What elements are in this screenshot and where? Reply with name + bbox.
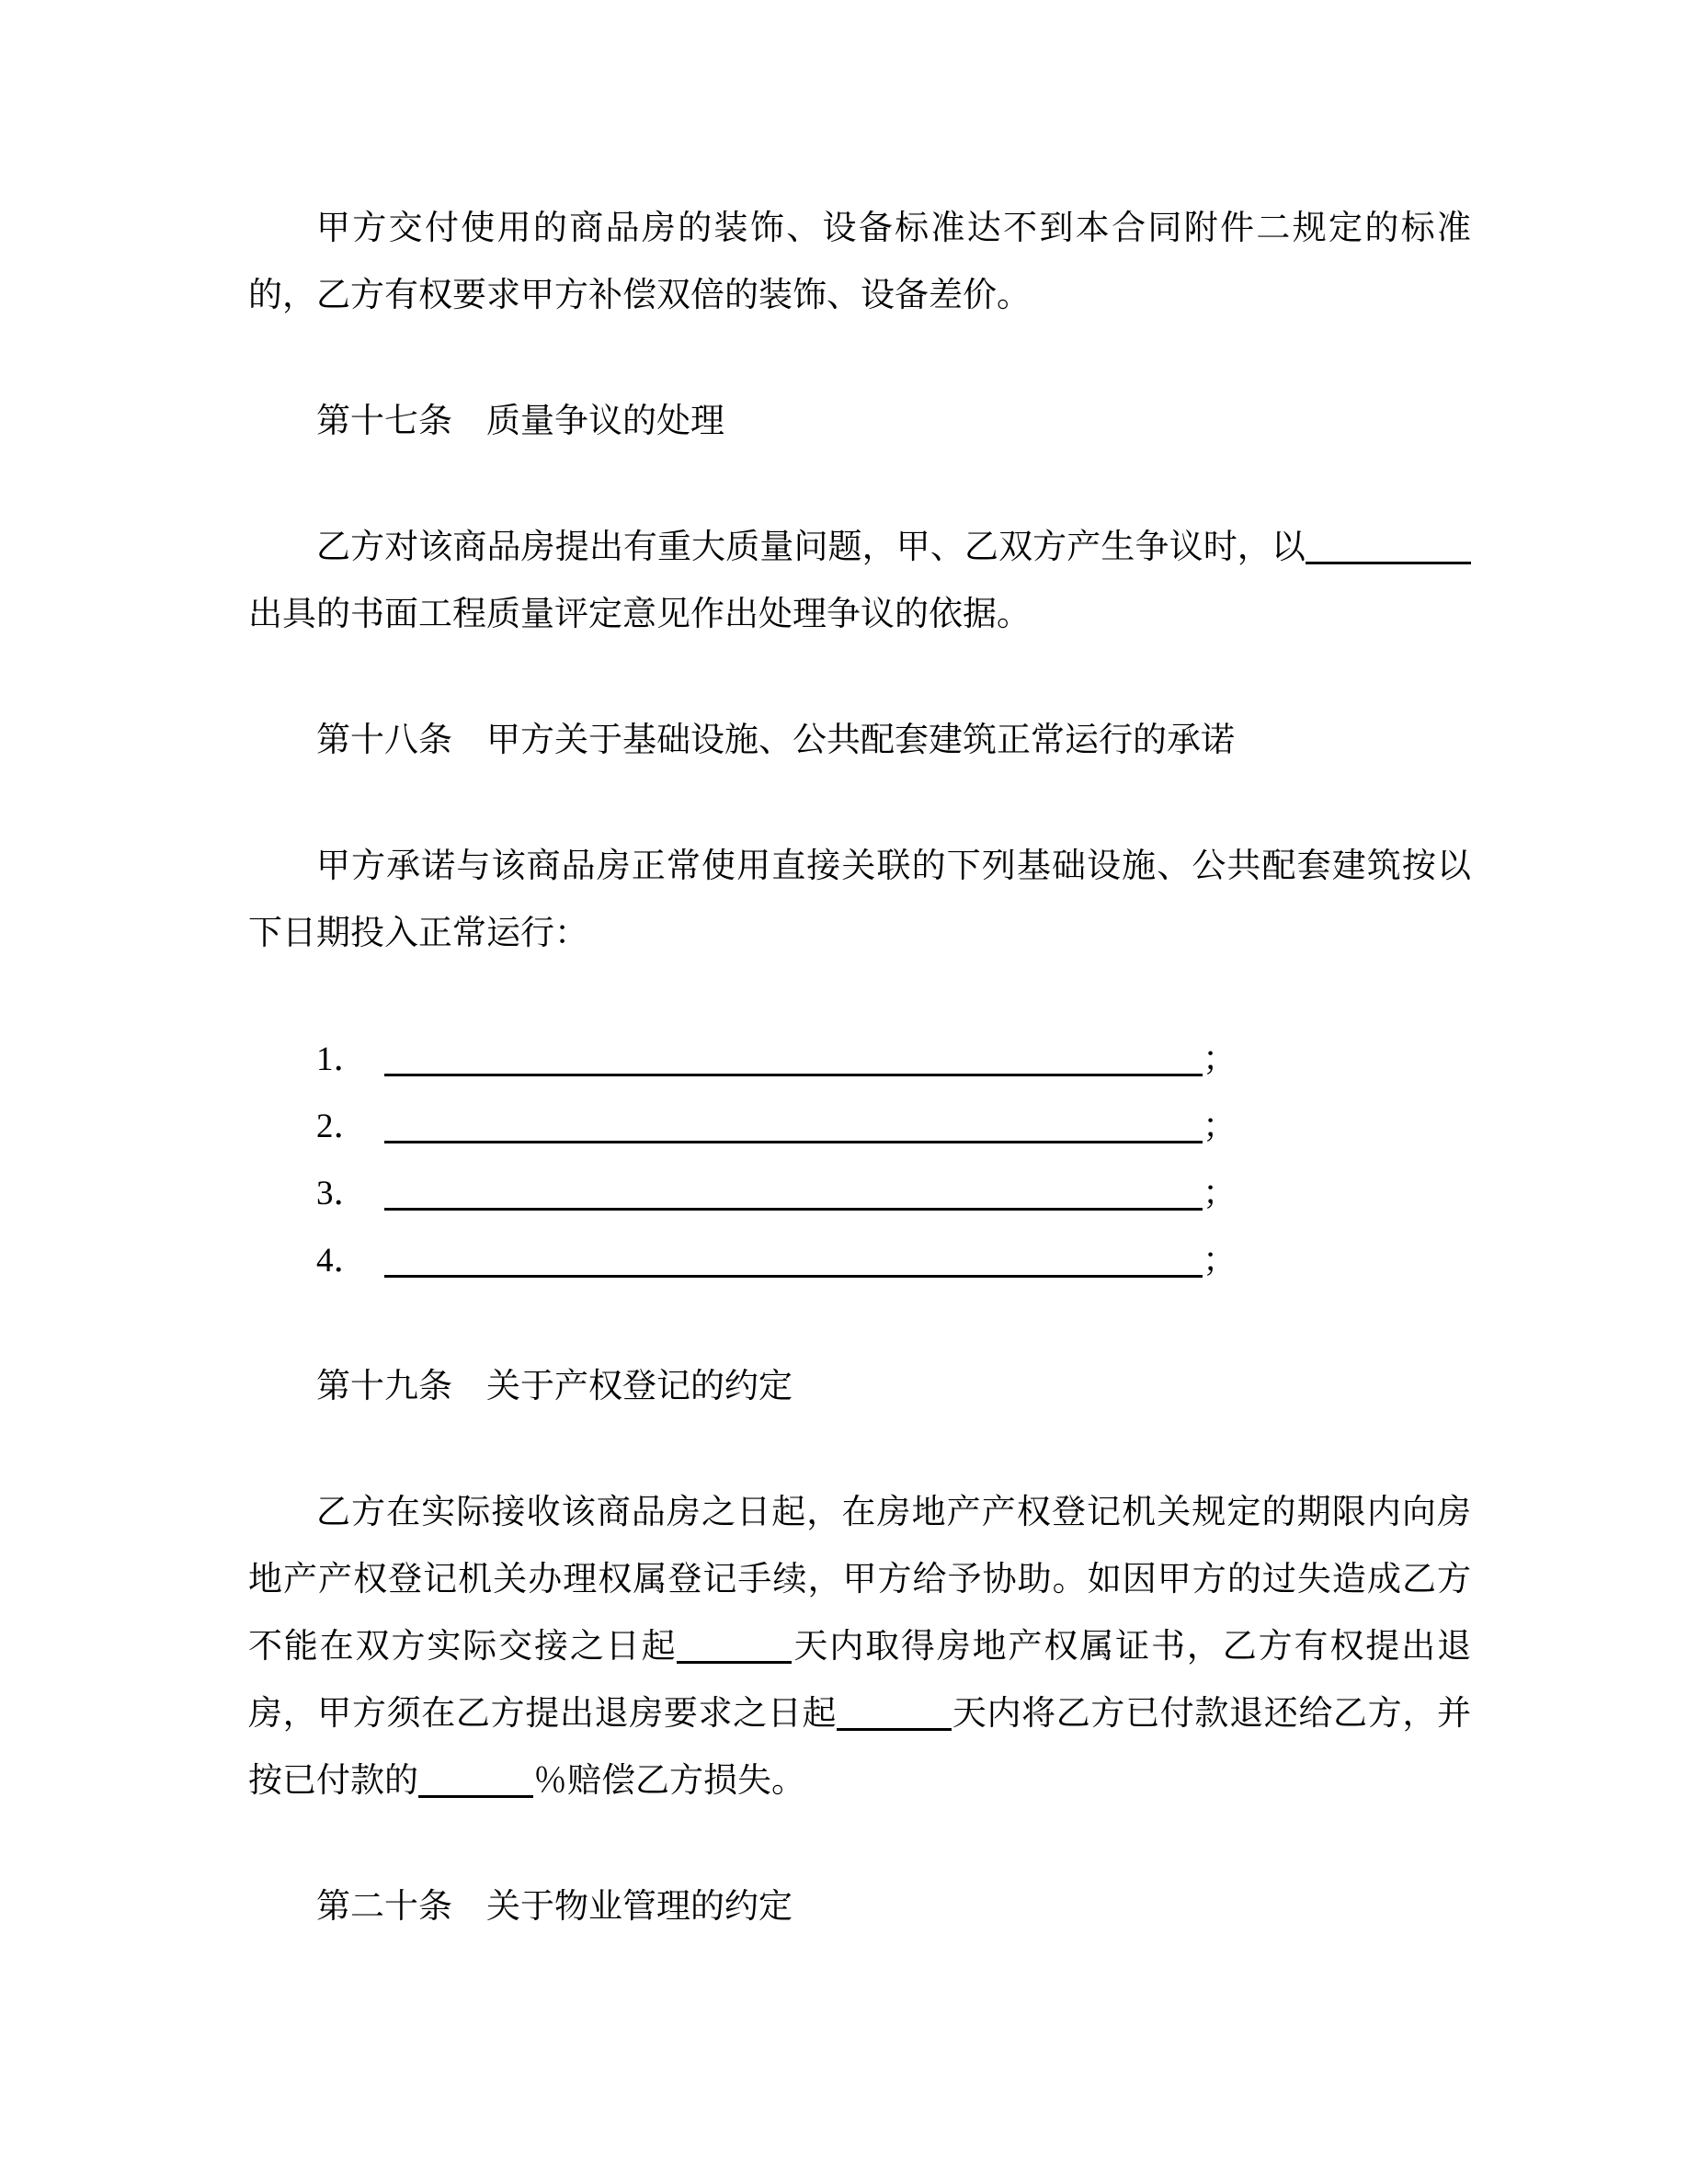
list-item-terminator: ； — [1203, 1175, 1237, 1212]
list-item — [248, 1093, 1471, 1160]
article-19-text-part-1: 乙方在实际接收该商品房之日起，在房地产产权登记机关规定的期限内向房地产产权登记机关办理权属登记手续，甲方给予协助。如因甲方的过失造成乙方不能在双方实际交接之日起 — [248, 1494, 1471, 1666]
facilities-list — [248, 1026, 1471, 1294]
document-content — [248, 195, 1471, 1940]
article-19-heading-text: 第十九条 关于产权登记的约定 — [316, 1368, 793, 1405]
intro-paragraph — [248, 195, 1471, 329]
list-item-number: 3． — [316, 1175, 368, 1212]
blank-underline-days-refund — [837, 1721, 952, 1731]
article-17-text-before-blank: 乙方对该商品房提出有重大质量问题，甲、乙双方产生争议时，以 — [316, 529, 1306, 566]
list-item-number: 2． — [316, 1108, 368, 1145]
article-20-heading-text: 第二十条 关于物业管理的约定 — [316, 1888, 793, 1926]
article-18-paragraph-text: 甲方承诺与该商品房正常使用直接关联的下列基础设施、公共配套建筑按以下日期投入正常运行： — [248, 847, 1471, 952]
list-item-terminator: ； — [1203, 1108, 1237, 1145]
article-17-heading-text: 第十七条 质量争议的处理 — [316, 403, 724, 440]
blank-underline-quality-assessor — [1306, 554, 1471, 564]
article-19-heading — [248, 1353, 1471, 1420]
article-17-paragraph — [248, 514, 1471, 648]
blank-underline-facility-2 — [384, 1133, 1203, 1143]
article-18-heading — [248, 707, 1471, 774]
article-19-paragraph — [248, 1479, 1471, 1814]
blank-underline-days-certificate — [677, 1654, 792, 1664]
list-item-terminator: ； — [1203, 1041, 1237, 1078]
list-item-terminator: ； — [1203, 1242, 1237, 1280]
blank-underline-facility-1 — [384, 1066, 1203, 1076]
article-19-text-part-2: 天内取得房地产权属证书，乙方有权提出退房，甲方须在乙方提出退房要求之日起 — [248, 1628, 1472, 1733]
list-item — [248, 1227, 1471, 1294]
article-18-paragraph — [248, 833, 1471, 967]
list-item — [248, 1026, 1471, 1093]
intro-paragraph-text: 甲方交付使用的商品房的装饰、设备标准达不到本合同附件二规定的标准的，乙方有权要求甲方补偿双倍的装饰、设备差价。 — [248, 210, 1471, 314]
list-item — [248, 1160, 1471, 1227]
article-17-text-after-blank: 出具的书面工程质量评定意见作出处理争议的依据。 — [248, 596, 1031, 633]
article-18-heading-text: 第十八条 甲方关于基础设施、公共配套建筑正常运行的承诺 — [316, 722, 1235, 759]
blank-underline-percent-compensation — [418, 1788, 533, 1798]
blank-underline-facility-3 — [384, 1200, 1203, 1211]
list-item-number: 4． — [316, 1242, 368, 1280]
article-19-text-part-4: ％赔偿乙方损失。 — [533, 1762, 805, 1800]
blank-underline-facility-4 — [384, 1268, 1203, 1278]
article-19-text-part-3: 天内将乙方已付款退还给乙方，并按已付款的 — [248, 1695, 1471, 1800]
article-20-heading — [248, 1873, 1471, 1940]
list-item-number: 1． — [316, 1041, 368, 1078]
article-17-heading — [248, 388, 1471, 455]
